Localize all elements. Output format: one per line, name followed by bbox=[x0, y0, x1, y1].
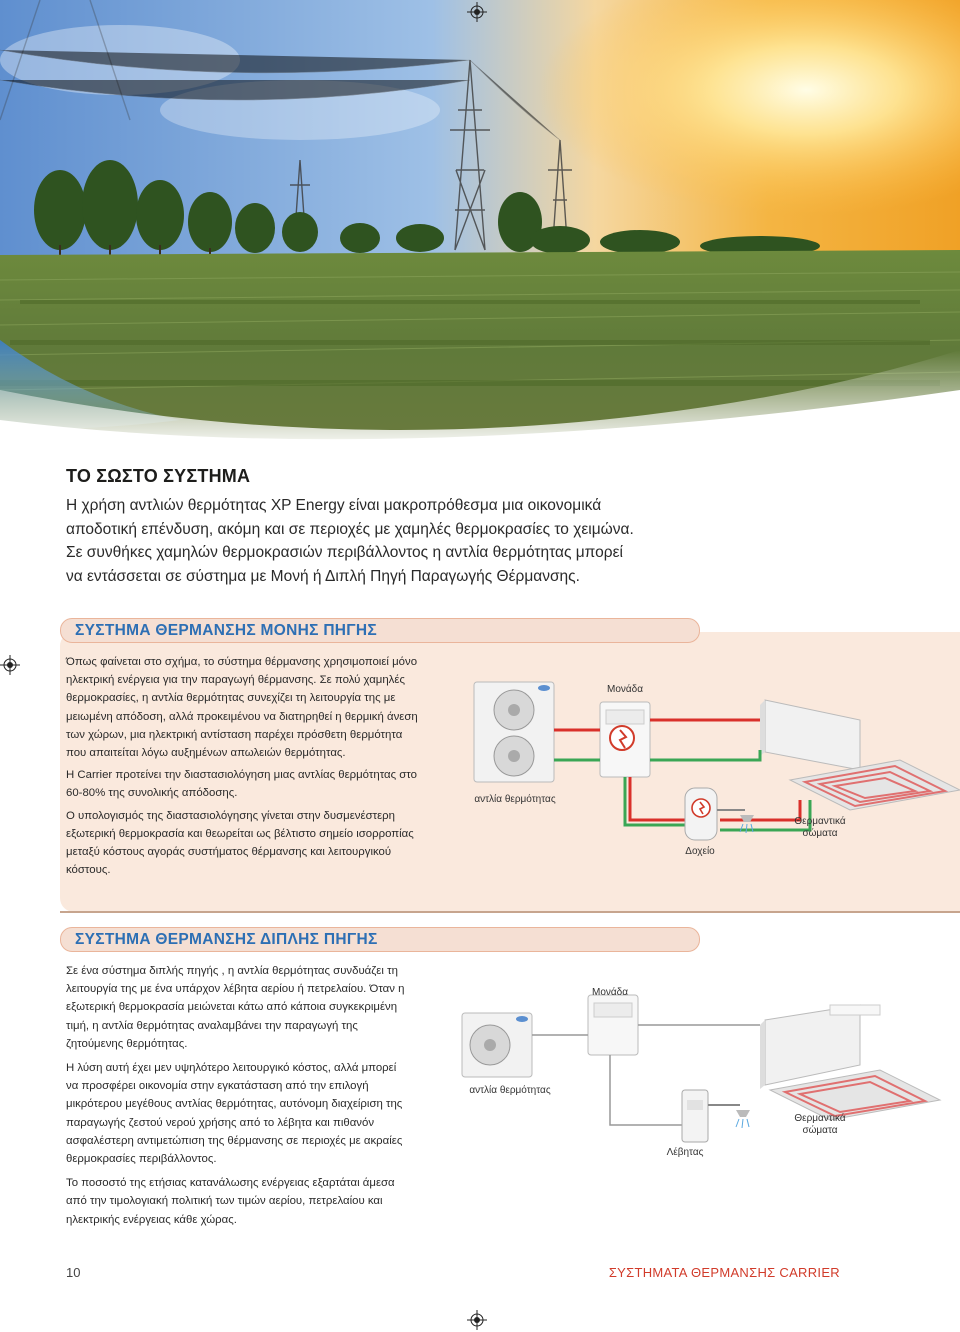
hero-photo bbox=[0, 0, 960, 450]
radiator-icon bbox=[760, 700, 860, 770]
radiators-label-line1: Θερμαντικά bbox=[794, 816, 846, 827]
single-source-text bbox=[66, 653, 421, 883]
unit-label: Μονάδα bbox=[591, 987, 629, 998]
single-source-diagram bbox=[460, 660, 960, 880]
heat-pump-icon bbox=[474, 682, 554, 782]
paragraph: Το ποσοστό της ετήσιας κατανάλωσης ενέργειας εξαρτάται άμεσα από την τιμολογιακή πολιτική των τιμών αερίου, πετρελαίου και ηλεκτρικής ενέργειας κάθε χώρας. bbox=[66, 1177, 395, 1226]
dual-source-text bbox=[66, 962, 406, 1235]
registration-mark-icon bbox=[467, 2, 487, 22]
page-number: 10 bbox=[66, 1265, 81, 1280]
floor-heating-icon bbox=[790, 760, 960, 810]
radiators-label-line2: σώματα bbox=[802, 828, 838, 839]
paragraph: Ο υπολογισμός της διαστασιολόγησης γίνεται στην δυσμενέστερη εξωτερική θερμοκρασία και θεωρείται ως βέλτιστο σημείο ισορροπίας μεταξύ κόστους αγοράς συστήματος θέρμανσης και λειτουργικού κόστους. bbox=[66, 809, 414, 877]
section-title-right-system: ΤΟ ΣΩΣΤΟ ΣΥΣΤΗΜΑ bbox=[66, 466, 251, 486]
dual-source-diagram bbox=[460, 975, 960, 1175]
unit-label: Μονάδα bbox=[606, 684, 644, 695]
section-header-single-source bbox=[60, 618, 700, 643]
indoor-unit-icon bbox=[588, 995, 638, 1055]
tank-label: Δοχείο bbox=[685, 846, 715, 857]
indoor-unit-icon bbox=[600, 702, 650, 777]
boiler-label: Λέβητας bbox=[666, 1147, 704, 1158]
paragraph: Σε ένα σύστημα διπλής πηγής , η αντλία θερμότητας συνδυάζει τη λειτουργία της με ένα υπάρχον λέβητα αερίου ή πετρελαίου. Όταν η εξωτερική θερμοκρασία μειώνεται κάτω από κάποια συγκεκριμένη τιμή, η αντλία θερμότητας αναλαμβάνει την παραγωγή της ζητούμενης θερμότητας. bbox=[66, 965, 405, 1050]
heat-pump-label: αντλία θερμότητας bbox=[469, 1085, 551, 1096]
section-header-label: ΣΥΣΤΗΜΑ ΘΕΡΜΑΝΣΗΣ ΜΟΝΗΣ ΠΗΓΗΣ bbox=[75, 622, 378, 639]
paragraph: Η λύση αυτή έχει μεν υψηλότερο λειτουργικό κόστος, αλλά μπορεί να προσφέρει οικονομία στην εγκατάσταση από την επιλογή μικρότερου μεγέθους αντλίας θερμότητας, αυτόνομη διαχείριση της παραγωγής ζεστού νερού χρήσης από το λέβητα και πιθανόν ασφαλέστερη αντιμετώπιση της θέρμανσης σε περιοχές με ακραίες θερμοκρασίες περιβάλλοντος. bbox=[66, 1062, 403, 1166]
registration-mark-icon bbox=[0, 655, 20, 675]
paragraph: Όπως φαίνεται στο σχήμα, το σύστημα θέρμανσης χρησιμοποιεί μόνο ηλεκτρική ενέργεια για την παραγωγή θέρμανσης. Σε πολύ χαμηλές θερμοκρασίες, η αντλία θερμότητας συνεχίζει τη λειτουργία της με μειωμένη απόδοση, αλλά προκειμένου να διατηρηθεί η θερμική άνεση των χώρων, μια ηλεκτρική αντίσταση παρέχει πρόσθετη θερμότητα που απαιτείται λόγω αυξημένων απωλειών θερμότητας. bbox=[66, 656, 418, 760]
footer-title: ΣΥΣΤΗΜΑΤΑ ΘΕΡΜΑΝΣΗΣ CARRIER bbox=[608, 1265, 840, 1280]
heat-pump-label: αντλία θερμότητας bbox=[474, 794, 556, 805]
registration-mark-icon bbox=[467, 1310, 487, 1330]
heat-pump-icon bbox=[462, 1013, 532, 1077]
water-tank-icon bbox=[685, 788, 717, 840]
radiators-label-line2: σώματα bbox=[802, 1125, 838, 1136]
paragraph: Η Carrier προτείνει την διαστασιολόγηση μιας αντλίας θερμότητας στο 60-80% της συνολικής απόδοσης. bbox=[66, 769, 417, 800]
shower-icon bbox=[708, 1105, 750, 1128]
panel-divider bbox=[60, 911, 960, 913]
boiler-icon bbox=[682, 1090, 708, 1142]
section-header-dual-source bbox=[60, 927, 700, 952]
radiators-label-line1: Θερμαντικά bbox=[794, 1113, 846, 1124]
section-intro-text: Η χρήση αντλιών θερμότητας XP Energy είναι μακροπρόθεσμα μια οικονομικά αποδοτική επένδυση, ακόμη και σε περιοχές με χαμηλές θερμοκρασίες το χειμώνα. Σε συνθήκες χαμηλών θερμοκρασιών περιβάλλοντος η αντλία θερμότητας μπορεί να εντάσσεται σε σύστημα με Μονή ή Διπλή Πηγή Παραγωγής Θέρμανσης. bbox=[66, 497, 634, 585]
section-header-label: ΣΥΣΤΗΜΑ ΘΕΡΜΑΝΣΗΣ ΔΙΠΛΗΣ ΠΗΓΗΣ bbox=[75, 931, 378, 948]
